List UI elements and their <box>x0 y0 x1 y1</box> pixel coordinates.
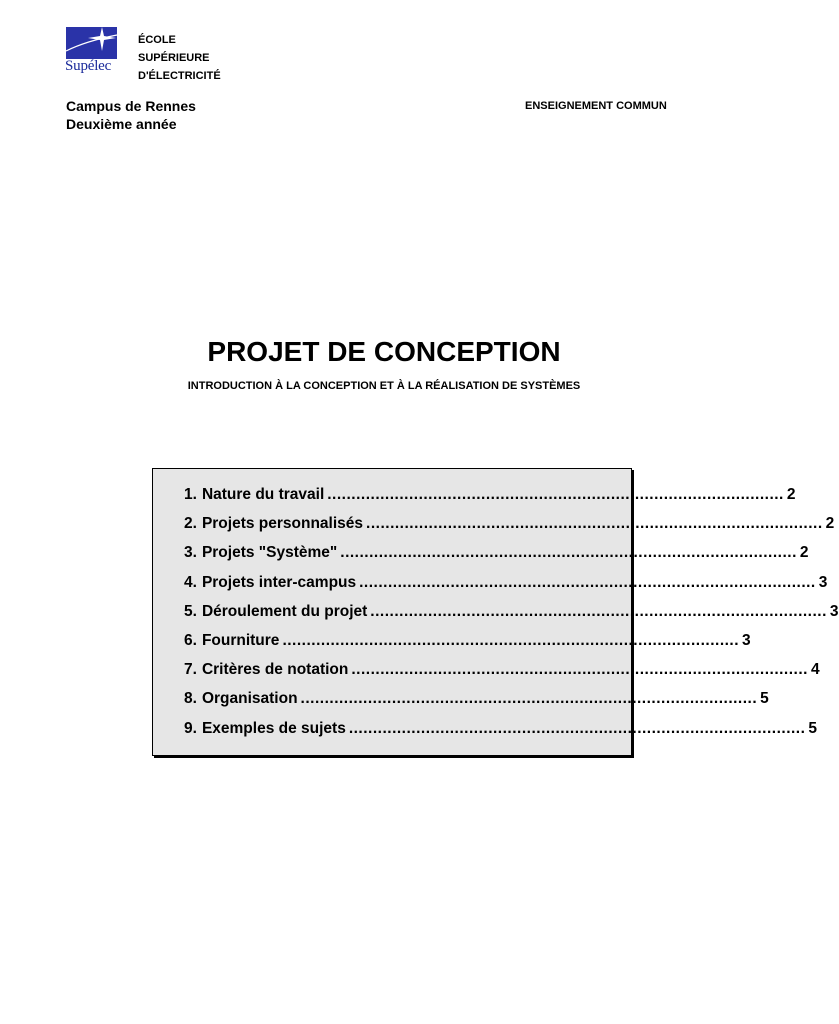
toc-label: Fourniture <box>201 631 280 649</box>
toc-item[interactable] <box>184 661 820 690</box>
campus-info <box>66 97 196 133</box>
toc-label: Déroulement du projet <box>201 602 368 620</box>
toc-item[interactable] <box>184 719 818 749</box>
toc-item[interactable] <box>184 631 751 661</box>
toc-leader: ............................................................................................... <box>300 690 758 708</box>
toc-number: 4. <box>184 573 197 591</box>
toc-leader: ............................................................................................... <box>370 602 827 620</box>
toc-label: Critères de notation <box>201 661 349 679</box>
school-name-line: ÉCOLE <box>138 34 176 46</box>
school-name-line: SUPÉRIEURE <box>138 52 210 64</box>
toc-number: 5. <box>184 602 197 620</box>
toc-leader: ............................................................................................... <box>327 486 784 503</box>
toc-page: 5 <box>760 690 769 708</box>
toc-label: Projets inter-campus <box>201 573 357 591</box>
toc-leader: ............................................................................................... <box>282 631 740 649</box>
toc-leader: ............................................................................................... <box>359 573 816 591</box>
star-icon <box>66 27 117 59</box>
toc-label: Organisation <box>201 690 298 708</box>
toc-item[interactable] <box>184 573 828 603</box>
toc-number: 8. <box>184 690 197 708</box>
toc-page: 4 <box>810 661 820 679</box>
toc-page: 3 <box>818 573 828 591</box>
toc-number: 9. <box>184 719 197 737</box>
toc-page: 2 <box>799 544 809 562</box>
toc-label: Projets "Système" <box>201 544 338 562</box>
toc-number: 3. <box>184 544 197 562</box>
toc-item[interactable] <box>184 544 809 573</box>
toc-leader: ............................................................................................... <box>366 515 823 533</box>
toc-page: 3 <box>742 631 751 649</box>
document-title: PROJET DE CONCEPTION <box>207 336 561 367</box>
toc-number: 1. <box>184 486 197 503</box>
toc-item[interactable] <box>184 515 835 544</box>
toc-number: 2. <box>184 515 197 533</box>
toc-label: Projets personnalisés <box>201 515 364 533</box>
toc-page: 5 <box>808 719 818 737</box>
toc-number: 6. <box>184 631 197 649</box>
table-of-contents <box>152 468 839 756</box>
toc-leader: ............................................................................................... <box>348 719 806 737</box>
toc-page: 2 <box>825 515 835 533</box>
toc-label: Exemples de sujets <box>201 719 346 737</box>
supelec-logo <box>66 27 117 59</box>
toc-item[interactable] <box>184 690 769 719</box>
document-subtitle: INTRODUCTION À LA CONCEPTION ET À LA RÉALISATION DE SYSTÈMES <box>187 380 581 392</box>
toc-label: Nature du travail <box>201 486 325 503</box>
year-line: Deuxième année <box>66 116 177 132</box>
logo-wordmark: Supélec <box>65 58 112 74</box>
toc-item[interactable] <box>184 602 839 632</box>
school-name-line: D'ÉLECTRICITÉ <box>138 70 221 82</box>
toc-page: 2 <box>786 486 796 503</box>
department-label: ENSEIGNEMENT COMMUN <box>525 100 667 112</box>
school-name <box>138 31 221 85</box>
toc-page: 3 <box>829 602 839 620</box>
campus-line: Campus de Rennes <box>66 98 196 114</box>
toc-list <box>184 486 839 749</box>
toc-leader: ............................................................................................... <box>340 544 797 562</box>
toc-number: 7. <box>184 661 197 679</box>
toc-item[interactable] <box>184 486 796 515</box>
toc-leader: ............................................................................................... <box>351 661 808 679</box>
